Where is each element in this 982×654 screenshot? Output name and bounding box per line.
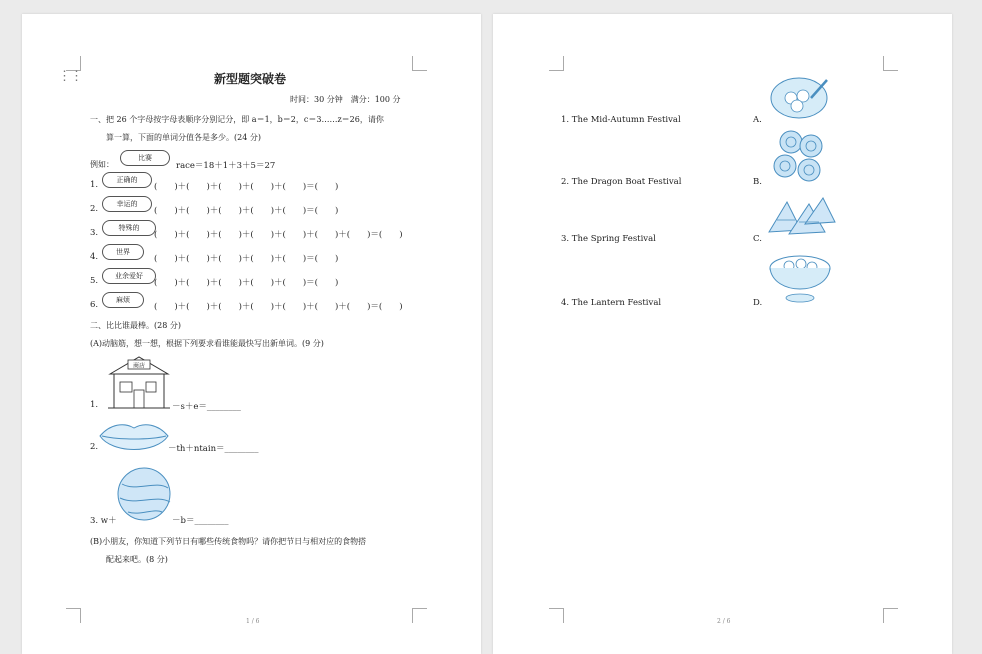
word-cloud: 世界 <box>102 244 144 260</box>
part-b-line1: (B)小朋友，你知道下列节日有哪些传统食物吗？请你把节日与相对应的食物搭 <box>90 537 367 546</box>
mooncakes-image <box>771 128 831 188</box>
crop-mark <box>883 608 898 623</box>
exam-meta: 时间：30 分钟 满分：100 分 <box>290 95 401 104</box>
document-page-1 <box>22 14 481 654</box>
crop-mark <box>549 608 564 623</box>
answer-formula[interactable]: ( )＋( )＋( )＋( )＋( )＋( )＋( )＝( ) <box>154 302 403 312</box>
answer-formula[interactable]: ( )＋( )＋( )＋( )＋( )＝( ) <box>154 254 339 264</box>
answer-formula[interactable]: ( )＋( )＋( )＋( )＋( )＋( )＋( )＝( ) <box>154 230 403 240</box>
picture1-number: 1. <box>90 400 99 410</box>
document-page-2 <box>493 14 952 654</box>
exercise-row-number: 2. <box>90 204 99 214</box>
crop-mark <box>66 608 81 623</box>
vertical-scrollbar[interactable] <box>956 0 982 625</box>
exercise-row-number: 4. <box>90 252 99 262</box>
answer-formula[interactable]: ( )＋( )＋( )＋( )＋( )＝( ) <box>154 206 339 216</box>
exercise-row-number: 1. <box>90 180 99 190</box>
word-cloud: 麻烦 <box>102 292 144 308</box>
option-d-label: D. <box>753 298 763 308</box>
crop-mark <box>883 56 898 71</box>
section1-line2: 算一算，下面的单词分值各是多少。(24 分) <box>106 133 261 142</box>
section1-line1: 一、把 26 个字母按字母表顺序分别记分，即 a＝1，b＝2，c＝3……z＝26，请你 <box>90 115 384 124</box>
page-number: 1 / 6 <box>246 618 260 625</box>
picture1-formula: －s＋e＝________ <box>172 402 241 412</box>
mouth-image <box>98 418 170 458</box>
example-label: 例如： <box>90 160 114 169</box>
shop-sign-text: 商店 <box>132 362 146 370</box>
answer-formula[interactable]: ( )＋( )＋( )＋( )＋( )＝( ) <box>154 278 339 288</box>
option-c-label: C. <box>753 234 762 244</box>
word-cloud: 幸运的 <box>102 196 152 212</box>
picture2-formula: －th＋ntain＝________ <box>168 444 259 454</box>
zongzi-image <box>765 194 837 240</box>
example-formula: race＝18＋1＋3＋5＝27 <box>176 161 276 171</box>
section2-heading: 二、比比谁最棒。(28 分) <box>90 321 181 330</box>
exercise-row-number: 6. <box>90 300 99 310</box>
word-cloud: 特殊的 <box>102 220 156 236</box>
festival-4: 4. The Lantern Festival <box>561 298 662 308</box>
part-a-instruction: (A)动脑筋，想一想，根据下列要求看谁能最快写出新单词。(9 分) <box>90 339 324 348</box>
festival-3: 3. The Spring Festival <box>561 234 656 244</box>
crop-mark <box>412 608 427 623</box>
picture3-number: 3. w＋ <box>90 516 117 526</box>
drag-handle-icon[interactable]: ⋮⋮ <box>58 69 82 84</box>
festival-1: 1. The Mid-Autumn Festival <box>561 115 681 125</box>
ball-image <box>116 466 172 522</box>
picture3-formula: －b＝________ <box>172 516 229 526</box>
word-cloud: 业余爱好 <box>102 268 156 284</box>
crop-mark <box>412 56 427 71</box>
option-b-label: B. <box>753 177 762 187</box>
answer-formula[interactable]: ( )＋( )＋( )＋( )＋( )＝( ) <box>154 182 339 192</box>
word-cloud: 正确的 <box>102 172 152 188</box>
dumpling-bowl-image <box>767 252 833 306</box>
exercise-row-number: 3. <box>90 228 99 238</box>
festival-2: 2. The Dragon Boat Festival <box>561 177 682 187</box>
exercise-row-number: 5. <box>90 276 99 286</box>
example-word-cloud: 比赛 <box>120 150 170 166</box>
part-b-line2: 配起来吧。(8 分) <box>106 555 168 564</box>
option-a-label: A. <box>753 115 762 125</box>
crop-mark <box>549 56 564 71</box>
page-title: 新型题突破卷 <box>214 72 287 86</box>
page-number: 2 / 6 <box>717 618 731 625</box>
picture2-number: 2. <box>90 442 99 452</box>
shop-image <box>106 354 172 410</box>
tangyuan-bowl-image <box>769 76 831 124</box>
